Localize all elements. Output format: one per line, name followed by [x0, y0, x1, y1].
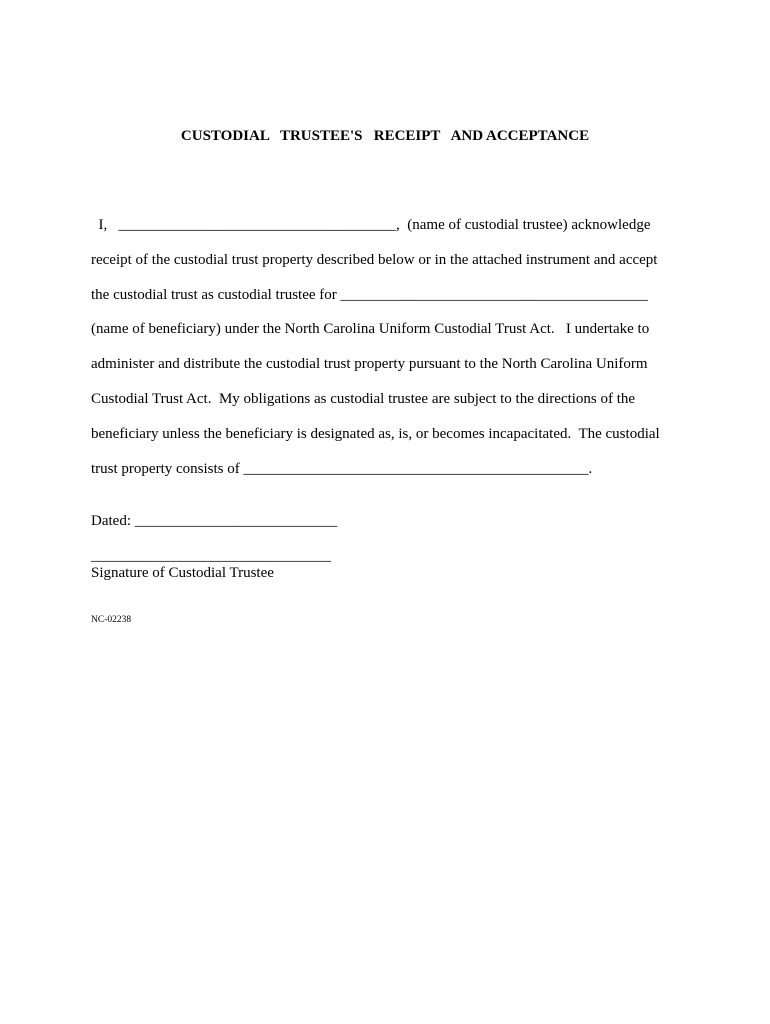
body-line: (name of beneficiary) under the North Carolina Uniform Custodial Trust Act. I undertake to	[91, 321, 650, 337]
body-line: Custodial Trust Act. My obligations as custodial trustee are subject to the directions of the	[91, 391, 636, 407]
body-line: administer and distribute the custodial trust property pursuant to the North Carolina Uniform	[91, 356, 648, 372]
body-line: beneficiary unless the beneficiary is designated as, is, or becomes incapacitated. The custodial	[91, 426, 660, 442]
document-title: CUSTODIAL TRUSTEE'S RECEIPT AND ACCEPTANCE	[180, 128, 590, 144]
dated-line: Dated: ___________________________	[91, 513, 338, 529]
form-code: NC-02238	[91, 615, 132, 625]
body-line: the custodial trust as custodial trustee for _________________________________________	[91, 287, 649, 303]
body-line: trust property consists of ______________________________________________.	[91, 461, 593, 477]
body-line: receipt of the custodial trust property described below or in the attached instrument and accept	[91, 252, 658, 268]
signature-label: Signature of Custodial Trustee	[91, 565, 274, 581]
signature-line: ________________________________	[91, 548, 331, 564]
body-line: I, _____________________________________, (name of custodial trustee) acknowledge	[91, 217, 651, 233]
